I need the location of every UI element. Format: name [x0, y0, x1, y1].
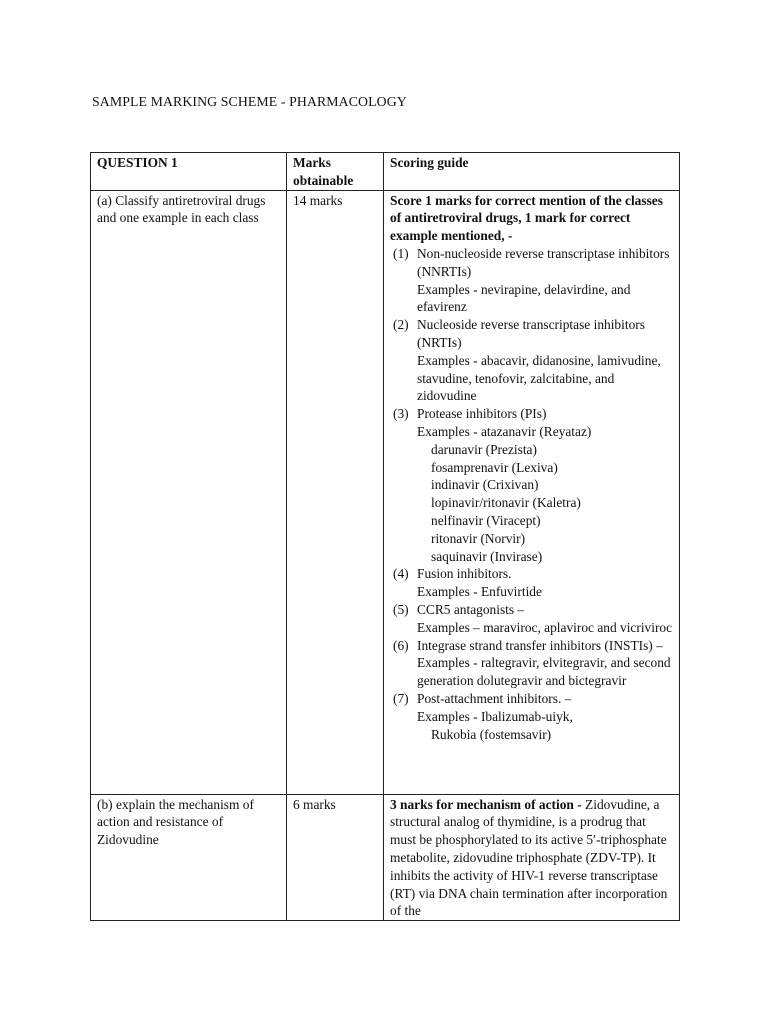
header-marks-line1: Marks: [293, 155, 331, 170]
marks-b-cell: 6 marks: [287, 794, 384, 921]
class-name: Fusion inhibitors.: [417, 566, 512, 582]
class-name: Integrase strand transfer inhibitors (INSTIs) –: [417, 637, 663, 653]
list-item: [393, 245, 674, 316]
class-examples: Examples - atazanavir (Reyataz): [417, 423, 592, 439]
class-name: Nucleoside reverse transcriptase inhibitors (NRTIs): [417, 317, 645, 350]
sub-example: indinavir (Crixivan): [431, 477, 539, 493]
item-number: (2): [393, 317, 409, 333]
item-number: (5): [393, 601, 409, 617]
class-examples: Examples - raltegravir, elvitegravir, and second generation dolutegravir and bictegravir: [417, 655, 671, 689]
list-item: [393, 316, 674, 405]
sub-example: nelfinavir (Viracept): [431, 512, 541, 528]
guide-a-intro: Score 1 marks for correct mention of the classes of antiretroviral drugs, 1 mark for correct example mentioned, -: [390, 192, 663, 244]
table-header-row: [91, 153, 680, 191]
sub-example: ritonavir (Norvir): [431, 530, 526, 546]
sub-example: saquinavir (Invirase): [431, 548, 543, 564]
header-scoring-guide: Scoring guide: [384, 153, 680, 191]
list-item: [393, 565, 674, 601]
list-item: [393, 690, 674, 726]
class-name: CCR5 antagonists –: [417, 601, 525, 617]
guide-b-text: Zidovudine, a structural analog of thymidine, is a prodrug that must be phosphorylated to its active 5′-triphosphate metabolite, zidovudine triphosphate (ZDV-TP). It inhibits the activity of HIV-1 reverse transcriptase (RT) via DNA chain termination after incorporation of the: [390, 796, 668, 919]
guide-b-cell: [384, 794, 680, 921]
class-examples: Examples - nevirapine, delavirdine, and efavirenz: [417, 281, 631, 315]
question-a-cell: (a) Classify antiretroviral drugs and one example in each class: [91, 190, 287, 794]
question-b-cell: (b) explain the mechanism of action and resistance of Zidovudine: [91, 794, 287, 921]
document-title: SAMPLE MARKING SCHEME - PHARMACOLOGY: [92, 94, 407, 109]
class-examples: Examples - Ibalizumab-uiyk,: [417, 708, 573, 724]
sub-example: fosamprenavir (Lexiva): [431, 459, 558, 475]
table-row: [91, 794, 680, 921]
class-examples: Examples – maraviroc, aplaviroc and vicriviroc: [417, 619, 673, 635]
header-marks: [287, 153, 384, 191]
sub-example: darunavir (Prezista): [431, 441, 537, 457]
header-marks-line2: obtainable: [293, 172, 354, 188]
drug-class-list: [390, 245, 674, 743]
list-item: [393, 637, 674, 690]
item-number: (3): [393, 406, 409, 422]
class-name: Post-attachment inhibitors. –: [417, 690, 572, 706]
sub-example: Rukobia (fostemsavir): [431, 726, 552, 742]
item-number: (6): [393, 637, 409, 653]
class-name: Non-nucleoside reverse transcriptase inhibitors (NNRTIs): [417, 245, 670, 279]
header-question: QUESTION 1: [91, 153, 287, 191]
class-examples: Examples - Enfuvirtide: [417, 584, 542, 600]
guide-a-cell: [384, 190, 680, 794]
marking-scheme-table: [90, 152, 680, 921]
marks-a-cell: 14 marks: [287, 190, 384, 794]
list-item: [393, 405, 674, 441]
list-item: [393, 601, 674, 637]
item-number: (7): [393, 690, 409, 706]
class-name: Protease inhibitors (PIs): [417, 406, 547, 422]
item-number: (4): [393, 566, 409, 582]
class-examples: Examples - abacavir, didanosine, lamivudine, stavudine, tenofovir, zalcitabine, and zidovudine: [417, 352, 661, 404]
sub-example: lopinavir/ritonavir (Kaletra): [431, 495, 581, 511]
item-number: (1): [393, 245, 409, 261]
guide-b-heading: 3 narks for mechanism of action -: [390, 796, 582, 812]
table-row: [91, 190, 680, 794]
